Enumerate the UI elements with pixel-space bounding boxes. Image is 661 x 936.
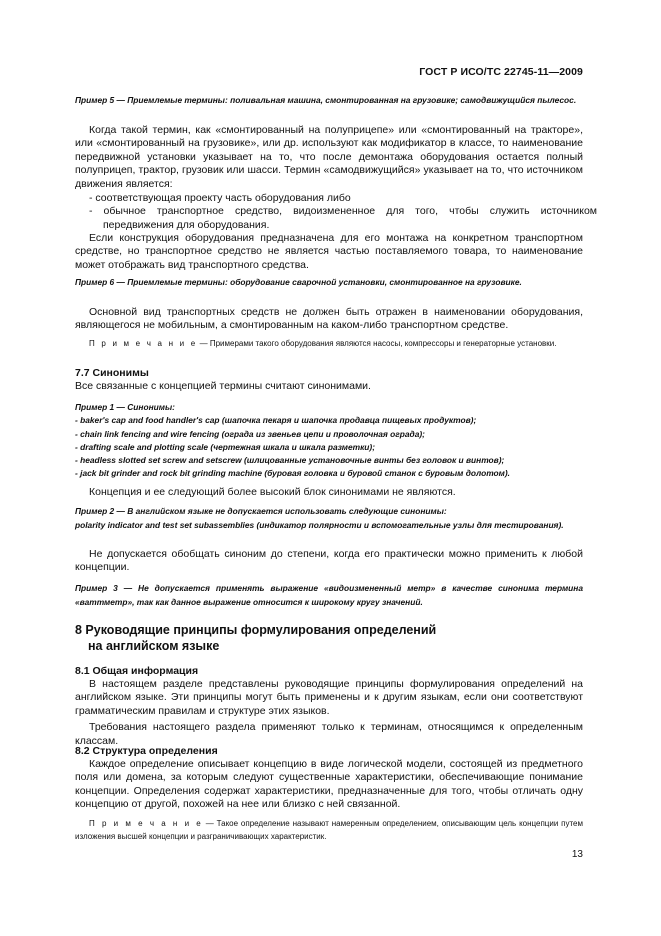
paragraph-2: Если конструкция оборудования предназначена для его монтажа на конкретном транспортном средстве, но транспортное средство не является частью поставляемого товара, то наименование может отображать вид транспортного средства.	[75, 232, 583, 271]
synonym-item: - chain link fencing and wire fencing (ограда из звеньев цепи и проволочная ограда);	[75, 428, 425, 439]
section-paragraph: В настоящем разделе представлены руководящие принципы формулирования определений на английском языке. Эти принципы могут быть применены и к другим языкам, если они соответствуют грамматическим правилам и структуре этих языков.	[75, 678, 583, 717]
example-5: Пример 5 — Приемлемые термины: поливальная машина, смонтированная на грузовике; самодвижущийся пылесос.	[75, 95, 577, 105]
example-1	[75, 401, 583, 481]
note-2	[75, 818, 583, 843]
section-8-line-2: на английском языке	[88, 639, 220, 653]
synonym-item: - baker's cap and food handler's cap (шапочка пекаря и шапочка продавца пищевых продуктов);	[75, 415, 477, 426]
example-2-line-2: polarity indicator and test set subassemblies (индикатор полярности и вспомогательные узлы для тестирования).	[75, 519, 564, 530]
section-title: 7.7 Синонимы	[75, 367, 149, 379]
example-title: Пример 1 — Синонимы:	[75, 402, 175, 412]
page-number: 13	[571, 849, 583, 860]
paragraph-5: Не допускается обобщать синоним до степени, когда его практически можно применить к любой концепции.	[75, 548, 583, 574]
paragraph-1: Когда такой термин, как «смонтированный на полуприцепе» или «смонтированный на тракторе», или «смонтированный на грузовике», или др. используют как модификатор в классе, то наименование передвижной установки указывает на то, что после демонтажа оборудования остается полный полуприцеп, трактор, грузовик или шасси. Термин «самодвижущийся» указывает на то, что источником движения является:	[75, 124, 583, 190]
document-header: ГОСТ Р ИСО/ТС 22745-11—2009	[419, 66, 583, 78]
note-label: П р и м е ч а н и е	[89, 819, 203, 828]
example-2-line-1: Пример 2 — В английском языке не допускается использовать следующие синонимы:	[75, 506, 447, 516]
section-8-line-1: 8 Руководящие принципы формулирования определений	[75, 623, 437, 637]
paragraph-3: Основной вид транспортных средств не должен быть отражен в наименовании оборудования, являющегося не мобильным, а смонтированным на каком-либо транспортном средстве.	[75, 306, 583, 332]
section-8-title	[75, 622, 583, 654]
example-6: Пример 6 — Приемлемые термины: оборудование сварочной установки, смонтированное на грузовике.	[75, 277, 522, 287]
list-motion-source	[75, 192, 597, 232]
section-title: 8.1 Общая информация	[75, 665, 199, 677]
synonym-item: - jack bit grinder and rock bit grinding machine (буровая головка и буровой станок с буровым долотом).	[75, 468, 510, 479]
synonym-item: - headless slotted set screw and setscrew (шлицованные установочные винты без головок и винтов);	[75, 455, 505, 466]
list-item: - обычное транспортное средство, видоизмененное для того, чтобы служить источником передвижения для оборудования.	[89, 205, 597, 231]
paragraph-4: Концепция и ее следующий более высокий блок синонимами не являются.	[89, 486, 456, 498]
example-2	[75, 505, 583, 532]
example-3: Пример 3 — Не допускается применять выражение «видоизмененный метр» в качестве синонима термина «ваттметр», так как данное выражение относится к широкому кругу значений.	[75, 583, 583, 607]
note-1	[75, 338, 583, 351]
note-label: П р и м е ч а н и е	[89, 339, 198, 348]
list-item: - соответствующая проекту часть оборудования либо	[89, 192, 351, 204]
note-text: — Такое определение называют намеренным определением, описывающим цель концепции путем изложения высшей концепции и разграничивающих характеристик.	[75, 819, 584, 841]
section-paragraph: Требования настоящего раздела применяют только к терминам, относящимся к определенным классам.	[75, 721, 583, 747]
section-title: 8.2 Структура определения	[75, 745, 218, 757]
section-7-7	[75, 367, 583, 393]
section-8-2	[75, 745, 583, 812]
section-8-1	[75, 665, 583, 748]
section-paragraph: Каждое определение описывает концепцию в виде логической модели, состоящей из предметного поля или домена, за которым следуют существенные характеристики, обеспечивающие понимание концепции. Определения содержат характеристики, предназначенные для того, чтобы отличать одну концепцию от другой, похожей на нее или близко с ней связанной.	[75, 758, 583, 811]
note-text: — Примерами такого оборудования являются насосы, компрессоры и генераторные установки.	[197, 339, 557, 348]
synonym-item: - drafting scale and plotting scale (чертежная шкала и шкала разметки);	[75, 441, 376, 452]
section-text: Все связанные с концепцией термины считают синонимами.	[75, 380, 371, 392]
